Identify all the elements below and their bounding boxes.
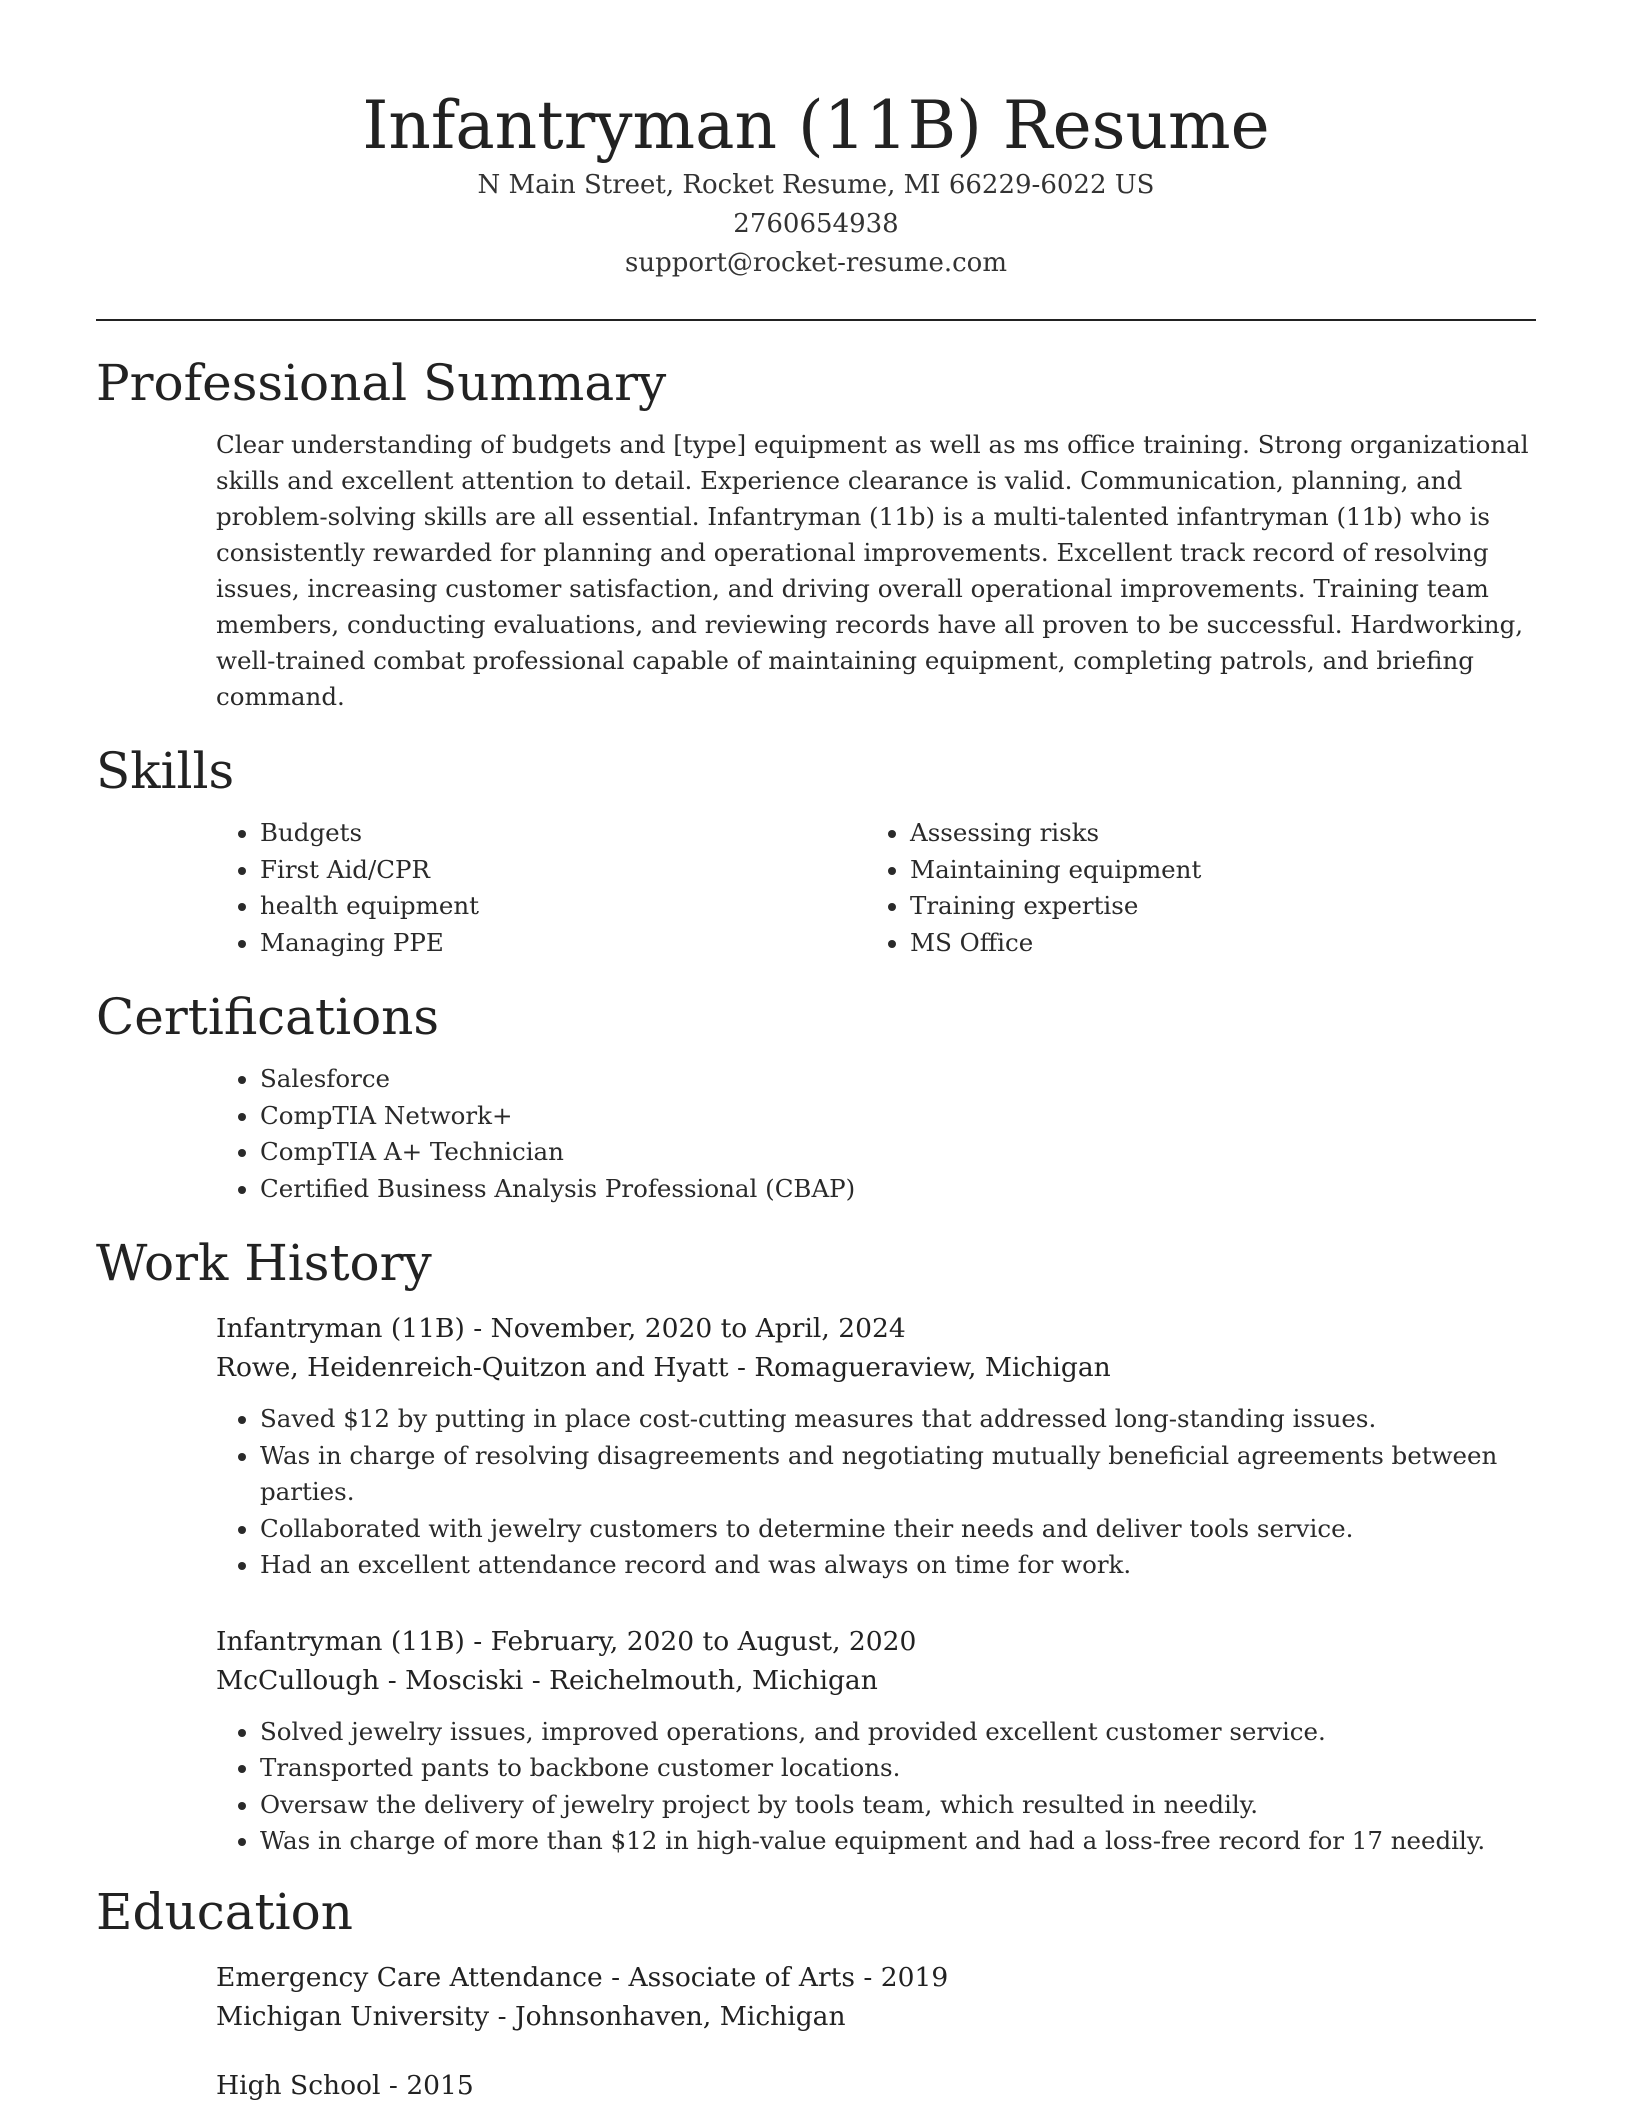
skills-column-right [866, 815, 1516, 961]
job-duty-item: • Oversaw the delivery of jewelry project by tools team, which resulted in needily. [260, 1787, 1536, 1824]
certification-item: • Salesforce [260, 1061, 1536, 1098]
job-dates: November, 2020 to April, 2024 [490, 1313, 906, 1344]
job-duty-item: • Was in charge of resolving disagreements and negotiating mutually beneficial agreements between parties. [260, 1438, 1536, 1511]
education-year: 2019 [880, 1961, 949, 1993]
skill-item: • Training expertise [910, 888, 1516, 925]
job-duty-item: • Had an excellent attendance record and was always on time for work. [260, 1547, 1536, 1584]
summary-heading: Professional Summary [96, 354, 667, 412]
skills-heading: Skills [96, 742, 235, 800]
job-title-line: Infantryman (11B) - November, 2020 to April, 2024 [216, 1313, 906, 1344]
summary-text: Clear understanding of budgets and [type] equipment as well as ms office training. Strong organizational skills and excellent attention to detail. Experience clearance is valid. Communication, planning, and problem-solving skills are all essential. Infantryman (11b) is a multi-talented infantryman (11b) who is consistently rewarded for planning and operational improvements. Excellent track record of resolving issues, increasing customer satisfaction, and driving overall operational improvements. Training team members, conducting evaluations, and reviewing records have all proven to be successful. Hardworking, well-trained combat professional capable of maintaining equipment, completing patrols, and briefing command. [216, 430, 1529, 711]
email: support@rocket-resume.com [624, 248, 1007, 278]
job-duties [216, 1401, 1536, 1584]
skill-item: • Managing PPE [260, 925, 866, 962]
job-duty-item: • Solved jewelry issues, improved operations, and provided excellent customer service. [260, 1714, 1536, 1751]
contact-block [96, 166, 1536, 283]
skills-list-right [866, 815, 1516, 961]
education-location: Johnsonhaven, Michigan [514, 2000, 846, 2032]
skill-item: • Maintaining equipment [910, 852, 1516, 889]
job-position: Infantryman (11B) [216, 1313, 465, 1344]
job-company: Rowe, Heidenreich-Quitzon and Hyatt [216, 1352, 729, 1383]
certification-item: • CompTIA A+ Technician [260, 1134, 1536, 1171]
address: N Main Street, Rocket Resume, MI 66229-6022 US [477, 170, 1155, 200]
job-dates: February, 2020 to August, 2020 [490, 1625, 917, 1657]
header-divider [96, 319, 1536, 321]
skills-list-left [216, 815, 866, 961]
skill-item: • MS Office [910, 925, 1516, 962]
skills-column-left [216, 815, 866, 961]
education-entry [216, 1958, 1536, 2036]
work-history-heading: Work History [96, 1234, 432, 1292]
job-location: Romagueraview, Michigan [754, 1352, 1111, 1383]
education-field: High School [216, 2069, 381, 2101]
certification-item: • CompTIA Network+ [260, 1098, 1536, 1135]
summary-section [96, 353, 1536, 715]
skill-item: • Assessing risks [910, 815, 1516, 852]
job-duty-item: • Saved $12 by putting in place cost-cutting measures that addressed long-standing issues. [260, 1401, 1536, 1438]
work-history-section [96, 1233, 1536, 1860]
education-degree-line: Emergency Care Attendance - Associate of Arts - 2019 [216, 1961, 949, 1993]
education-degree: Associate of Arts [628, 1961, 855, 1993]
certifications-list-wrap [216, 1061, 1536, 1207]
certifications-heading: Certifications [96, 988, 440, 1046]
job-company-line: Rowe, Heidenreich-Quitzon and Hyatt - Romagueraview, Michigan [216, 1352, 1111, 1383]
education-section [96, 1882, 1536, 2105]
certification-item: • Certified Business Analysis Professional (CBAP) [260, 1171, 1536, 1208]
skill-item: • health equipment [260, 888, 866, 925]
education-school: Michigan University [216, 2000, 490, 2032]
skills-section [96, 741, 1536, 961]
education-year: 2015 [406, 2069, 474, 2101]
education-field: Emergency Care Attendance [216, 1961, 603, 1993]
skills-grid [216, 815, 1536, 961]
job-position: Infantryman (11B) [216, 1625, 465, 1657]
job-duty-item: • Was in charge of more than $12 in high-value equipment and had a loss-free record for 17 needily. [260, 1823, 1536, 1860]
resume-title: Infantryman (11B) Resume [362, 87, 1270, 164]
education-school-line: Michigan University - Johnsonhaven, Michigan [216, 2000, 846, 2032]
certifications-section [96, 987, 1536, 1207]
education-heading: Education [96, 1882, 353, 1941]
job-title-line: Infantryman (11B) - February, 2020 to August, 2020 [216, 1625, 917, 1657]
job-duties [216, 1714, 1536, 1860]
skill-item: • First Aid/CPR [260, 852, 866, 889]
job-company-line: McCullough - Mosciski - Reichelmouth, Michigan [216, 1664, 878, 1696]
skill-item: • Budgets [260, 815, 866, 852]
job-company: McCullough - Mosciski [216, 1664, 524, 1696]
job-location: Reichelmouth, Michigan [549, 1664, 878, 1696]
job-entry [216, 1309, 1536, 1584]
education-degree-line: High School - 2015 [216, 2069, 474, 2101]
education-entry [216, 2066, 1536, 2105]
job-entry [216, 1622, 1536, 1860]
job-duty-item: • Transported pants to backbone customer locations. [260, 1750, 1536, 1787]
certifications-list [216, 1061, 1536, 1207]
resume-page [96, 0, 1536, 2105]
phone: 2760654938 [733, 209, 899, 239]
job-duty-item: • Collaborated with jewelry customers to determine their needs and deliver tools service. [260, 1511, 1536, 1548]
resume-header [96, 0, 1536, 283]
